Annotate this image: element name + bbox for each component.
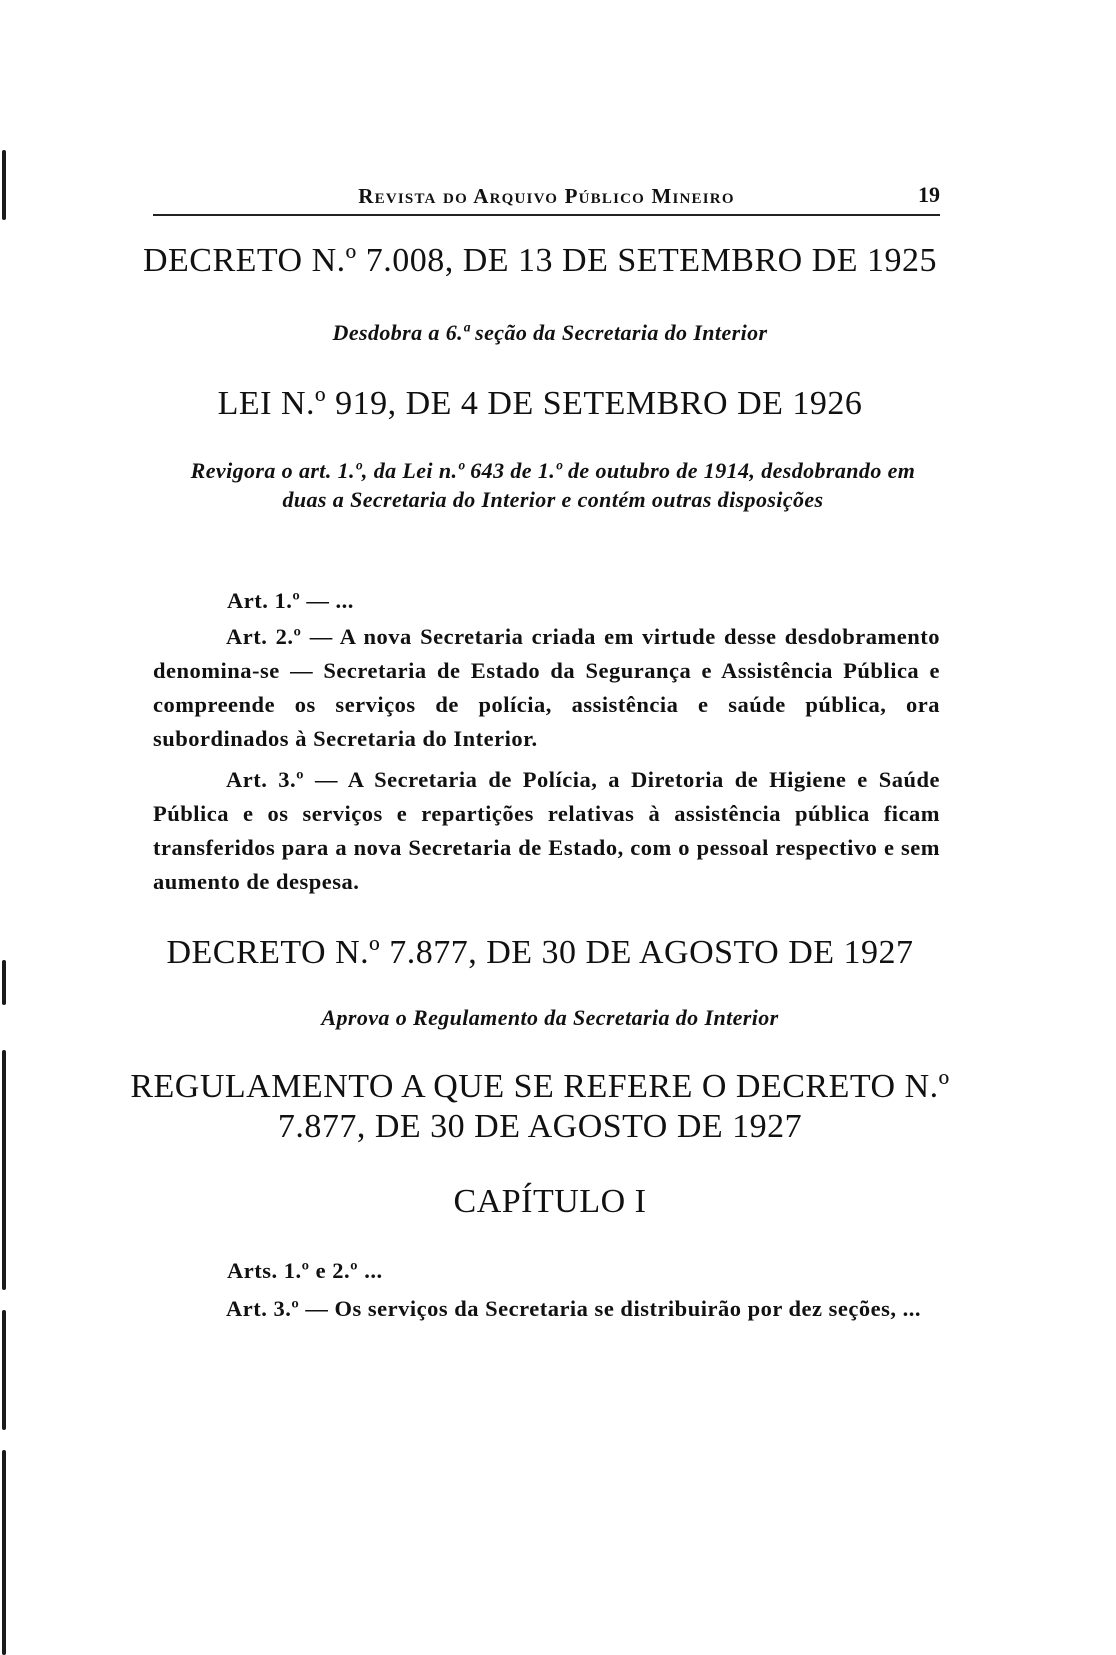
running-header (153, 180, 940, 216)
decreto-7008-heading: DECRETO N.º 7.008, DE 13 DE SETEMBRO DE 1925 (142, 242, 938, 279)
regulamento-arts-1-2: Arts. 1.º e 2.º ... (227, 1258, 383, 1283)
lei-919-art-1: Art. 1.º — ... (227, 588, 354, 613)
regulamento-heading-line-2: 7.877, DE 30 DE AGOSTO DE 1927 (277, 1108, 803, 1145)
regulamento-heading-line-1: REGULAMENTO A QUE SE REFERE O DECRETO N.º (130, 1068, 950, 1105)
lei-919-art-3: Art. 3.º — A Secretaria de Polícia, a Diretoria de Higiene e Saúde Pública e os serviços e repartições relativas à assistência pública ficam transferidos para a nova Secretaria de Estado, com o pessoal respectivo e sem aumento de despesa. (153, 767, 940, 894)
scanned-page-edge (0, 0, 14, 1655)
decreto-7008-subtitle: Desdobra a 6.ª seção da Secretaria do Interior (332, 320, 768, 345)
edge-mark (2, 1050, 6, 1290)
lei-919-subtitle: Revigora o art. 1.º, da Lei n.º 643 de 1.º de outubro de 1914, desdobrando em duas a Secretaria do Interior e contém outras disposições (190, 458, 916, 512)
lei-919-art-2: Art. 2.º — A nova Secretaria criada em virtude desse desdobramento denomina-se — Secretaria de Estado da Segurança e Assistência Pública e compreende os serviços de polícia, assistência e saúde pública, ora subordinados à Secretaria do Interior. (153, 624, 940, 751)
lei-919-heading: LEI N.º 919, DE 4 DE SETEMBRO DE 1926 (217, 385, 863, 422)
chapter-heading: CAPÍTULO I (453, 1183, 647, 1220)
decreto-7877-subtitle: Aprova o Regulamento da Secretaria do Interior (321, 1005, 779, 1030)
page-number: 19 (918, 182, 940, 207)
edge-mark (2, 150, 6, 220)
edge-mark (2, 960, 6, 1005)
running-title: Revista do Arquivo Público Mineiro (358, 184, 735, 208)
decreto-7877-heading: DECRETO N.º 7.877, DE 30 DE AGOSTO DE 1927 (166, 934, 914, 971)
edge-mark (2, 1450, 6, 1655)
regulamento-art-3: Art. 3.º — Os serviços da Secretaria se distribuirão por dez seções, ... (226, 1296, 921, 1321)
edge-mark (2, 1310, 6, 1430)
